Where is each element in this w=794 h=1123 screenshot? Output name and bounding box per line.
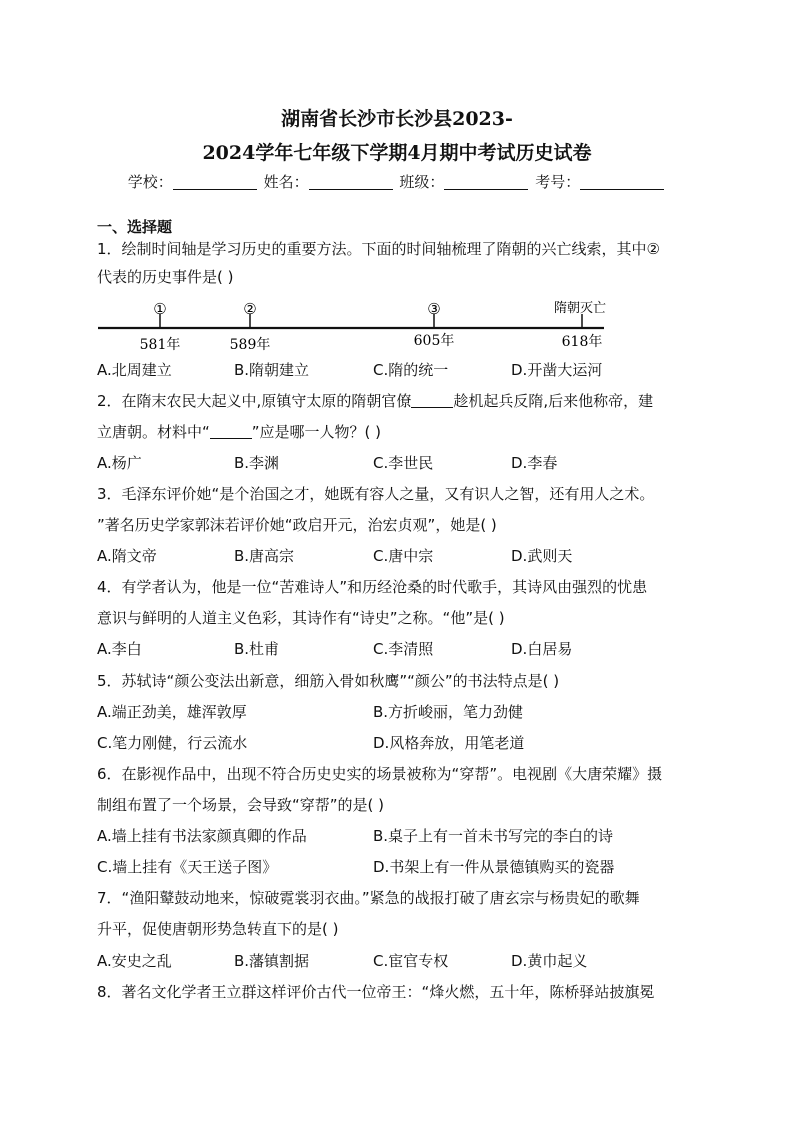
q4-option-d[interactable]: D.白居易 <box>511 640 573 658</box>
school-label: 学校： <box>127 173 173 191</box>
timeline-year: 589年 <box>229 337 271 353</box>
q7-option-c[interactable]: C.宦官专权 <box>373 952 449 970</box>
q1-option-c[interactable]: C.隋的统一 <box>373 361 449 379</box>
q6-line2: 制组布置了一个场景，会导致“穿帮”的是( ) <box>97 796 385 814</box>
q7-option-b[interactable]: B.藩镇割据 <box>234 952 310 970</box>
class-label: 班级： <box>399 173 445 191</box>
q2-blank <box>411 393 453 408</box>
name-label: 姓名： <box>263 173 309 191</box>
q4-option-c[interactable]: C.李清照 <box>373 640 434 658</box>
q6-option-c[interactable]: C.墙上挂有《天王送子图》 <box>97 858 278 876</box>
q6-option-a[interactable]: A.墙上挂有书法家颜真卿的作品 <box>97 827 307 845</box>
section-title: 一、选择题 <box>97 218 173 236</box>
q2-option-d[interactable]: D.李春 <box>511 454 558 472</box>
q2-text-part1: 2．在隋末农民大起义中,原镇守太原的隋朝官僚 <box>97 392 412 410</box>
q5-option-c[interactable]: C.笔力刚健，行云流水 <box>97 734 248 752</box>
q6-line1: 6．在影视作品中，出现不符合历史史实的场景被称为“穿帮”。电视剧《大唐荣耀》摄 <box>97 765 663 783</box>
q7-line2: 升平，促使唐朝形势急转直下的是( ) <box>97 920 339 938</box>
timeline-year: 605年 <box>413 333 455 349</box>
q5-option-b[interactable]: B.方折峻丽，笔力劲健 <box>373 703 524 721</box>
q4-option-a[interactable]: A.李白 <box>97 640 142 658</box>
q2-text-part2: 趁机起兵反隋,后来他称帝，建 <box>453 392 654 410</box>
timeline-year: 618年 <box>561 334 603 350</box>
q1-line1: 1．绘制时间轴是学习历史的重要方法。下面的时间轴梳理了隋朝的兴亡线索，其中② <box>97 240 660 258</box>
class-blank[interactable] <box>444 174 528 190</box>
timeline-figure <box>96 296 616 356</box>
q7-line1: 7．“渔阳鼙鼓动地来，惊破霓裳羽衣曲。”紧急的战报打破了唐玄宗与杨贵妃的歌舞 <box>97 889 640 907</box>
q2-option-c[interactable]: C.李世民 <box>373 454 434 472</box>
q7-option-d[interactable]: D.黄巾起义 <box>511 952 588 970</box>
q2-blank-2 <box>210 424 252 439</box>
q2-option-b[interactable]: B.李渊 <box>234 454 280 472</box>
q1-option-b[interactable]: B.隋朝建立 <box>234 361 310 379</box>
q7-option-a[interactable]: A.安史之乱 <box>97 952 172 970</box>
q2-text-part3: 立唐朝。材料中“ <box>97 423 210 441</box>
exam-number-blank[interactable] <box>580 174 664 190</box>
q2-text-part4: ”应是哪一人物？( ) <box>251 423 382 441</box>
q3-option-a[interactable]: A.隋文帝 <box>97 547 157 565</box>
q2-line1 <box>97 390 653 412</box>
q4-line1: 4．有学者认为，他是一位“苦难诗人”和历经沧桑的时代歌手，其诗风由强烈的忧患 <box>97 578 648 596</box>
q5-option-a[interactable]: A.端正劲美，雄浑敦厚 <box>97 703 247 721</box>
q3-option-d[interactable]: D.武则天 <box>511 547 573 565</box>
q1-line2: 代表的历史事件是( ) <box>97 268 234 286</box>
name-blank[interactable] <box>309 174 393 190</box>
q2-option-a[interactable]: A.杨广 <box>97 454 142 472</box>
q3-line1: 3．毛泽东评价她“是个治国之才，她既有容人之量，又有识人之智，还有用人之术。 <box>97 485 655 503</box>
exam-title-line1: 湖南省长沙市长沙县2023- <box>281 108 513 130</box>
q5-line1: 5．苏轼诗“颜公变法出新意，细筋入骨如秋鹰”“颜公”的书法特点是( ) <box>97 672 560 690</box>
q2-line2 <box>97 421 381 443</box>
school-blank[interactable] <box>173 174 257 190</box>
q6-option-d[interactable]: D.书架上有一件从景德镇购买的瓷器 <box>373 858 615 876</box>
timeline-marker: 隋朝灭亡 <box>553 301 607 316</box>
timeline-marker: ② <box>243 300 257 318</box>
q8-line1: 8．著名文化学者王立群这样评价古代一位帝王：“烽火燃，五十年，陈桥驿站披旗冕 <box>97 983 655 1001</box>
q4-option-b[interactable]: B.杜甫 <box>234 640 280 658</box>
q3-line2: ”著名历史学家郭沫若评价她“政启开元，治宏贞观”，她是( ) <box>97 516 497 534</box>
exam-number-label: 考号： <box>535 173 581 191</box>
exam-title-line2: 2024学年七年级下学期4月期中考试历史试卷 <box>202 142 592 164</box>
q5-option-d[interactable]: D.风格奔放，用笔老道 <box>373 734 525 752</box>
q4-line2: 意识与鲜明的人道主义色彩，其诗作有“诗史”之称。“他”是( ) <box>97 609 505 627</box>
q3-option-c[interactable]: C.唐中宗 <box>373 547 434 565</box>
timeline-marker: ① <box>153 300 167 318</box>
timeline-year: 581年 <box>139 337 181 353</box>
q1-option-d[interactable]: D.开凿大运河 <box>511 361 603 379</box>
timeline-marker: ③ <box>427 300 441 318</box>
q1-option-a[interactable]: A.北周建立 <box>97 361 172 379</box>
q6-option-b[interactable]: B.桌子上有一首未书写完的李白的诗 <box>373 827 614 845</box>
q3-option-b[interactable]: B.唐高宗 <box>234 547 295 565</box>
student-info-row <box>0 171 794 192</box>
